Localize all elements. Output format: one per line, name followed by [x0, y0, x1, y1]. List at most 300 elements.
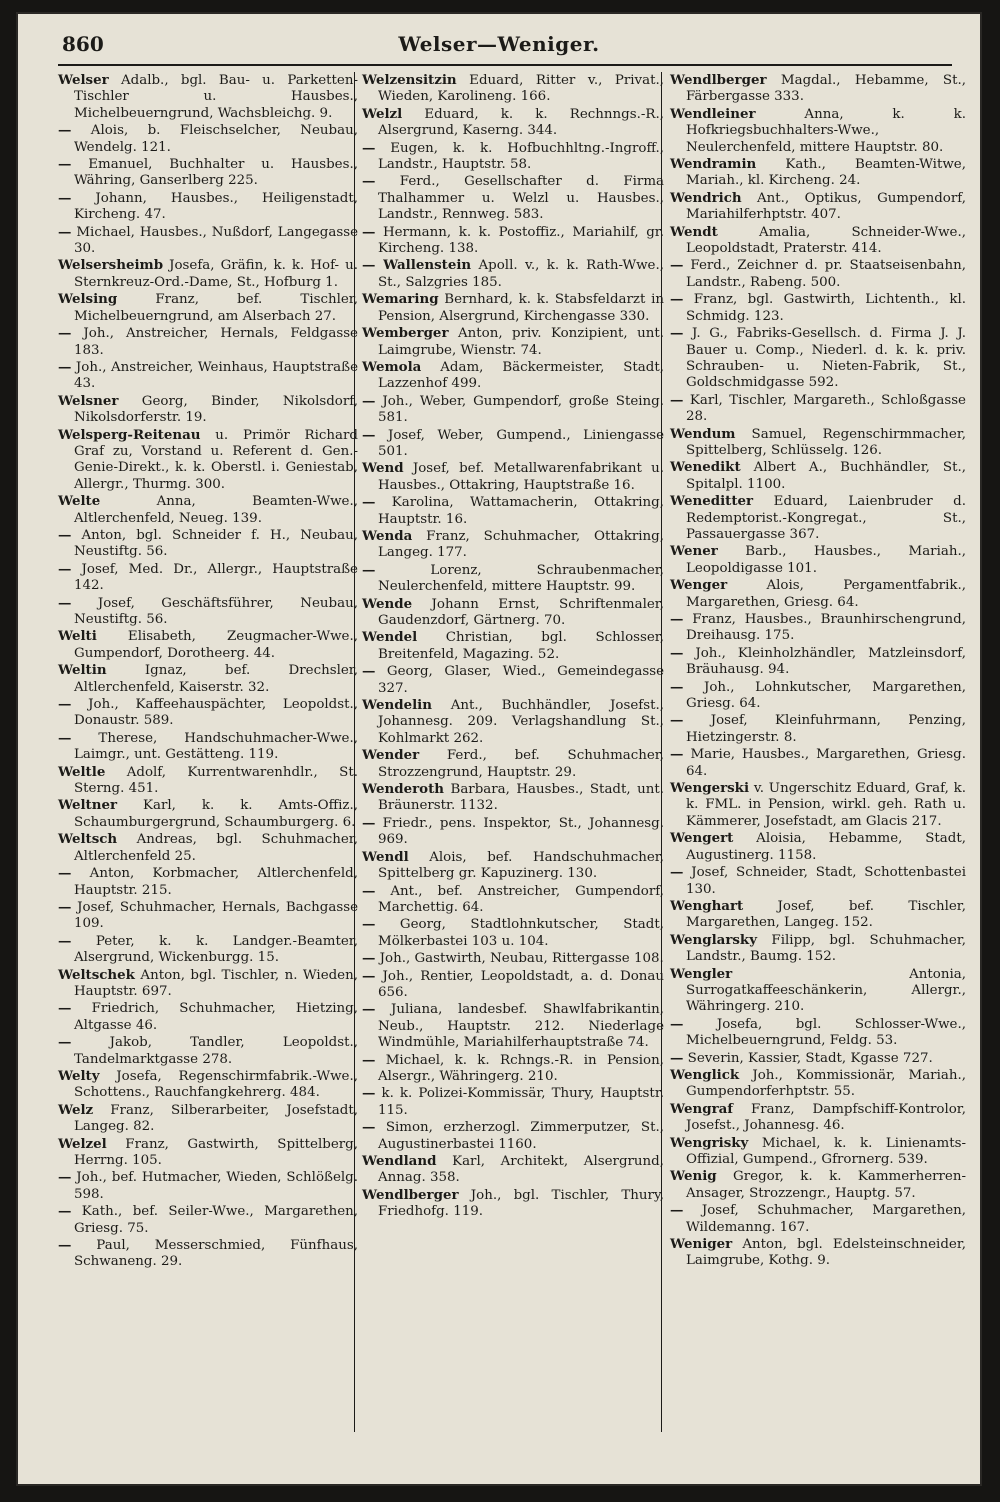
directory-entry [58, 527, 358, 561]
entry-name: — [670, 391, 684, 408]
directory-entry [670, 106, 966, 156]
entry-detail: Ant., Buchhändler, Josefst., Johannesg. 209. Verlagshandlung St., Kohlmarkt 262. [378, 698, 664, 746]
entry-detail: Emanuel, Buchhalter u. Hausbes., Währing, Ganserlberg 225. [71, 157, 358, 189]
entry-name: Wemberger [362, 325, 449, 342]
entry-name: — [58, 1034, 72, 1051]
entry-name: Wengrisky [670, 1134, 749, 1151]
entry-detail: Severin, Kassier, Stadt, Kgasse 727. [683, 1050, 933, 1066]
entry-detail: Josef, Med. Dr., Allergr., Hauptstraße 142. [71, 561, 358, 594]
entry-detail: Karl, k. k. Amts-Offiz., Schaumburgergrund, Schaumburgerg. 6. [74, 798, 358, 830]
entry-detail: Michael, k. k. Rchngs.-R. in Pension, Alsergr., Währingerg. 210. [375, 1052, 664, 1084]
entry-detail: Josef, Schuhmacher, Hernals, Bachgasse 109. [71, 899, 358, 932]
directory-entry [58, 493, 358, 527]
directory-entry [670, 611, 966, 645]
entry-name: — [362, 814, 376, 831]
entry-name: — [362, 950, 376, 967]
entry-name: — [58, 189, 72, 206]
entry-detail: Friedrich, Schuhmacher, Hietzing, Altgasse 46. [71, 1001, 358, 1033]
entry-detail: u. Primör Richard Graf zu, Vorstand u. Referent d. Gen.-Genie-Direkt., k. k. Oberstl. i. Geniestab, Allergr., Thurmg. 300. [74, 427, 358, 492]
directory-entry [362, 427, 664, 461]
entry-name: — [58, 898, 72, 915]
entry-detail: Alois, b. Fleischselcher, Neubau, Wendelg. 121. [71, 123, 358, 155]
directory-entry [362, 1085, 664, 1119]
entry-name: — [670, 257, 684, 274]
entry-name: — [362, 882, 376, 899]
entry-name: — [670, 1015, 684, 1032]
entry-detail: Therese, Handschuhmacher-Wwe., Laimgr., unt. Gestätteng. 119. [71, 730, 358, 763]
directory-entry [362, 883, 664, 917]
directory-entry [58, 865, 358, 899]
entry-detail: Antonia, Surrogatkaffeeschänkerin, Allergr., Währingerg. 210. [686, 966, 966, 1015]
directory-entry [670, 224, 966, 258]
column-2 [362, 72, 664, 1221]
entry-name: Wengraf [670, 1100, 734, 1117]
directory-entry [670, 966, 966, 1016]
entry-name: — [670, 644, 684, 661]
entry-name: Weltner [58, 797, 118, 814]
entry-name: Welsperg-Reitenau [58, 426, 201, 443]
directory-entry [670, 543, 966, 577]
directory-entry [362, 697, 664, 747]
entry-name: Wenghart [670, 897, 744, 914]
directory-entry [58, 1102, 358, 1136]
directory-entry [362, 494, 664, 528]
entry-detail: Josef, bef. Metallwarenfabrikant u. Hausbes., Ottakring, Hauptstraße 16. [378, 461, 664, 493]
directory-entry [58, 662, 358, 696]
entry-name: — [58, 560, 72, 577]
directory-entry [58, 1203, 358, 1237]
running-head: Welser—Weniger. [398, 32, 600, 56]
entry-detail: Joh., Lohnkutscher, Margarethen, Griesg. 64. [683, 679, 966, 712]
entry-name: Welti [58, 628, 97, 645]
entry-name: — [362, 663, 376, 680]
directory-entry [670, 493, 966, 543]
entry-name: — [362, 916, 376, 933]
directory-entry [362, 257, 664, 291]
entry-detail: Josef, bef. Tischler, Margarethen, Langeg. 152. [686, 898, 966, 931]
directory-entry [670, 72, 966, 106]
entry-name: — [362, 173, 376, 190]
directory-entry [58, 156, 358, 190]
entry-detail: J. G., Fabriks-Gesellsch. d. Firma J. J. Bauer u. Comp., Niederl. d. k. k. priv. Schrauben- u. Nieten-Fabrik, St., Goldschmidgasse 592. [683, 326, 966, 391]
directory-entry [362, 393, 664, 427]
entry-detail: Simon, erzherzogl. Zimmerputzer, St., Augustinerbastei 1160. [375, 1120, 664, 1152]
entry-name: Weltle [58, 763, 106, 780]
entry-name: — [58, 865, 72, 882]
entry-name: — [58, 1000, 72, 1017]
directory-entry [670, 459, 966, 493]
entry-name: Wemaring [362, 291, 439, 308]
entry-detail: Franz, Silberarbeiter, Josefstadt, Langeg. 82. [74, 1102, 358, 1135]
directory-entry [670, 1101, 966, 1135]
entry-detail: Bernhard, k. k. Stabsfeldarzt in Pension, Alsergrund, Kirchengasse 330. [378, 292, 664, 324]
directory-entry [362, 528, 664, 562]
entry-detail: Ferd., Zeichner d. pr. Staatseisenbahn, Landstr., Rabeng. 500. [683, 258, 966, 290]
directory-entry [670, 1202, 966, 1236]
directory-entry [362, 1119, 664, 1153]
directory-entry [58, 72, 358, 122]
entry-name: — [58, 526, 72, 543]
entry-detail: Franz, Gastwirth, Spittelberg, Herrng. 105. [74, 1136, 358, 1168]
entry-name: — Wallenstein [362, 257, 472, 274]
directory-entry [670, 679, 966, 713]
entry-name: Wengerski [670, 780, 750, 797]
entry-detail: Anton, bgl. Schneider f. H., Neubau, Neustiftg. 56. [71, 527, 358, 560]
directory-entry [670, 780, 966, 830]
directory-entry [670, 1236, 966, 1270]
directory-entry [58, 595, 358, 629]
entry-name: — [670, 864, 684, 881]
directory-entry [58, 257, 358, 291]
entry-detail: Samuel, Regenschirmmacher, Spittelberg, Schlüsselg. 126. [686, 426, 966, 458]
directory-entry [58, 967, 358, 1001]
directory-entry [362, 359, 664, 393]
entry-name: — [362, 139, 376, 156]
directory-entry [362, 629, 664, 663]
directory-entry [58, 899, 358, 933]
entry-detail: Johann, Hausbes., Heiligenstadt, Kircheng. 47. [71, 190, 358, 223]
entry-detail: Friedr., pens. Inspektor, St., Johannesg. 969. [375, 815, 664, 848]
entry-detail: Georg, Binder, Nikolsdorf, Nikolsdorferstr. 19. [74, 393, 358, 426]
entry-detail: Eugen, k. k. Hofbuchhltng.-Ingroff., Landstr., Hauptstr. 58. [375, 140, 664, 173]
directory-entry [670, 712, 966, 746]
entry-detail: Barb., Hausbes., Mariah., Leopoldigasse 101. [686, 544, 966, 576]
entry-detail: Andreas, bgl. Schuhmacher, Altlerchenfeld 25. [74, 832, 358, 864]
page-number: 860 [62, 32, 104, 56]
entry-detail: Anna, k. k. Hofkriegsbuchhalters-Wwe., Neulerchenfeld, mittere Hauptstr. 80. [686, 106, 966, 155]
entry-name: Welser [58, 72, 109, 88]
entry-name: — [58, 325, 72, 342]
entry-name: — [58, 932, 72, 949]
entry-name: — [58, 594, 72, 611]
entry-name: — [670, 325, 684, 342]
entry-detail: Georg, Stadtlohnkutscher, Stadt, Mölkerbastei 103 u. 104. [375, 917, 664, 949]
directory-entry [670, 577, 966, 611]
entry-detail: Adalb., bgl. Bau- u. Parketten-Tischler u. Hausbes., Michelbeuerngrund, Wachsbleichg. 9. [74, 73, 358, 121]
directory-entry [58, 291, 358, 325]
entry-detail: Hermann, k. k. Postoffiz., Mariahilf, gr. Kircheng. 138. [375, 224, 664, 257]
entry-detail: Josefa, Gräfin, k. k. Hof- u. Sternkreuz-Ord.-Dame, St., Hofburg 1. [74, 258, 358, 290]
entry-name: Wenda [362, 527, 413, 544]
directory-entry [670, 325, 966, 392]
entry-name: Wendrich [670, 189, 742, 206]
directory-entry [362, 1153, 664, 1187]
entry-name: — [670, 678, 684, 695]
entry-name: Welzl [362, 105, 403, 122]
entry-name: Wendelin [362, 697, 432, 714]
entry-name: — [58, 223, 72, 240]
directory-entry [670, 291, 966, 325]
entry-name: — [58, 696, 72, 713]
entry-name: — [362, 392, 376, 409]
entry-name: Welzensitzin [362, 72, 457, 88]
entry-name: Welz [58, 1101, 94, 1118]
entry-detail: Alois, bef. Handschuhmacher, Spittelberg gr. Kapuzinerg. 130. [378, 849, 664, 882]
entry-name: — [362, 1051, 376, 1068]
entry-detail: Joh., Gastwirth, Neubau, Rittergasse 108. [375, 951, 664, 967]
directory-entry [362, 596, 664, 630]
entry-name: Wener [670, 543, 718, 560]
entry-detail: Peter, k. k. Landger.-Beamter, Alsergrund, Wickenburgg. 15. [71, 933, 358, 966]
entry-name: Weltin [58, 662, 107, 679]
directory-entry [58, 393, 358, 427]
entry-detail: Anton, Korbmacher, Altlerchenfeld, Hauptstr. 215. [71, 866, 358, 898]
entry-detail: Gregor, k. k. Kammerherren-Ansager, Strozzengr., Hauptg. 57. [686, 1169, 966, 1201]
entry-name: — [58, 1203, 72, 1220]
directory-entry [362, 460, 664, 494]
entry-name: Wendlberger [670, 72, 767, 88]
entry-name: Weniger [670, 1236, 733, 1253]
entry-name: Wendl [362, 848, 409, 865]
entry-name: Welsing [58, 291, 118, 308]
entry-detail: Ignaz, bef. Drechsler, Altlerchenfeld, Kaiserstr. 32. [74, 663, 358, 695]
entry-name: Wenger [670, 577, 728, 594]
entry-name: Weltsch [58, 831, 118, 848]
directory-entry [58, 325, 358, 359]
entry-name: — [58, 358, 72, 375]
directory-entry [58, 831, 358, 865]
entry-detail: Alois, Pergamentfabrik., Margarethen, Griesg. 64. [686, 578, 966, 610]
entry-detail: Josef, Schneider, Stadt, Schottenbastei 130. [683, 865, 966, 897]
entry-detail: Ferd., bef. Schuhmacher, Strozzengrund, Hauptstr. 29. [378, 748, 664, 780]
directory-entry [362, 815, 664, 849]
entry-detail: Karolina, Wattamacherin, Ottakring, Hauptstr. 16. [375, 495, 664, 527]
entry-detail: Albert A., Buchhändler, St., Spitalpl. 1100. [686, 460, 966, 492]
entry-detail: Josefa, Regenschirmfabrik.-Wwe., Schottens., Rauchfangkehrerg. 484. [74, 1068, 358, 1101]
directory-entry [362, 224, 664, 258]
directory-entry [670, 1016, 966, 1050]
directory-entry [58, 1136, 358, 1170]
entry-detail: Franz, Schuhmacher, Ottakring, Langeg. 177. [378, 528, 664, 561]
entry-detail: Apoll. v., k. k. Rath-Wwe., St., Salzgries 185. [378, 258, 664, 290]
entry-detail: Franz, bgl. Gastwirth, Lichtenth., kl. Schmidg. 123. [683, 292, 966, 324]
entry-detail: v. Ungerschitz Eduard, Graf, k. k. FML. in Pension, wirkl. geh. Rath u. Kämmerer, Josefstadt, am Glacis 217. [686, 781, 966, 829]
directory-entry [58, 190, 358, 224]
entry-detail: Franz, Dampfschiff-Kontrolor, Josefst., Johannesg. 46. [686, 1101, 966, 1134]
entry-name: Welsersheimb [58, 257, 164, 274]
entry-name: Wendlberger [362, 1186, 459, 1203]
entry-name: Wendramin [670, 156, 757, 173]
entry-name: Wenderoth [362, 781, 444, 798]
directory-entry [670, 156, 966, 190]
entry-detail: Anton, bgl. Tischler, n. Wieden, Hauptstr. 697. [74, 967, 358, 999]
directory-page [18, 14, 980, 1484]
entry-detail: Michael, Hausbes., Nußdorf, Langegasse 30. [71, 224, 358, 257]
entry-detail: Magdal., Hebamme, St., Färbergasse 333. [686, 73, 966, 105]
entry-detail: Josef, Kleinfuhrmann, Penzing, Hietzingerstr. 8. [683, 713, 966, 745]
entry-name: Weltschek [58, 966, 135, 983]
entry-detail: Karl, Tischler, Margareth., Schloßgasse 28. [683, 392, 966, 425]
directory-entry [58, 730, 358, 764]
entry-detail: Ferd., Gesellschafter d. Firma Thalhammer u. Welzl u. Hausbes., Landstr., Rennweg. 583. [375, 174, 664, 223]
entry-name: Wendel [362, 629, 418, 646]
entry-name: — [362, 1001, 376, 1018]
directory-entry [362, 1001, 664, 1051]
entry-name: — [670, 291, 684, 308]
entry-detail: Eduard, k. k. Rechnngs.-R., Alsergrund, Kaserng. 344. [378, 106, 664, 139]
entry-detail: Ant., bef. Anstreicher, Gumpendorf, Marchettig. 64. [375, 883, 664, 915]
directory-entry [58, 1237, 358, 1271]
directory-entry [670, 1067, 966, 1101]
entry-name: Wenedikt [670, 459, 741, 476]
entry-detail: Christian, bgl. Schlosser, Breitenfeld, Magazing. 52. [378, 630, 664, 662]
entry-name: Wendt [670, 223, 718, 240]
entry-name: — [670, 611, 684, 627]
directory-entry [362, 849, 664, 883]
directory-entry [670, 257, 966, 291]
entry-detail: k. k. Polizei-Kommissär, Thury, Hauptstr. 115. [375, 1086, 664, 1118]
directory-entry [670, 830, 966, 864]
directory-entry [362, 1187, 664, 1221]
directory-entry [362, 106, 664, 140]
directory-entry [670, 932, 966, 966]
directory-entry [58, 1068, 358, 1102]
entry-detail: Franz, bef. Tischler, Michelbeuerngrund, am Alserbach 27. [74, 292, 358, 324]
entry-name: Wenglick [670, 1066, 740, 1083]
directory-entry [362, 747, 664, 781]
entry-detail: Joh., Kommissionär, Mariah., Gumpendorferhptstr. 55. [686, 1067, 966, 1100]
entry-detail: Kath., bef. Seiler-Wwe., Margarethen, Griesg. 75. [71, 1204, 358, 1236]
entry-name: Welzel [58, 1135, 107, 1152]
directory-entry [58, 1169, 358, 1203]
directory-entry [362, 325, 664, 359]
entry-detail: Johann Ernst, Schriftenmaler, Gaudenzdorf, Gärtnerg. 70. [378, 596, 664, 628]
directory-entry [362, 968, 664, 1002]
entry-name: Welsner [58, 392, 119, 409]
directory-entry [58, 122, 358, 156]
directory-entry [58, 628, 358, 662]
entry-name: — [670, 746, 684, 763]
directory-entry [670, 392, 966, 426]
directory-entry [362, 173, 664, 223]
directory-entry [58, 359, 358, 393]
entry-name: Wemola [362, 358, 422, 375]
entry-name: — [58, 1237, 72, 1254]
directory-entry [362, 950, 664, 967]
entry-name: — [362, 426, 376, 443]
entry-name: — [58, 729, 72, 746]
entry-name: — [670, 1049, 684, 1066]
entry-detail: Josef, Weber, Gumpend., Liniengasse 501. [375, 427, 664, 459]
entry-detail: Joh., Weber, Gumpendorf, große Steing. 581. [375, 393, 664, 426]
entry-detail: Karl, Architekt, Alsergrund, Annag. 358. [378, 1154, 664, 1186]
entry-detail: Eduard, Laienbruder d. Redemptorist.-Kongregat., St., Passauergasse 367. [686, 494, 966, 542]
entry-name: Wenglarsky [670, 931, 757, 948]
entry-detail: Joh., Anstreicher, Weinhaus, Hauptstraße 43. [71, 359, 358, 392]
column-3 [670, 72, 966, 1270]
entry-name: Wende [362, 595, 413, 612]
directory-entry [362, 140, 664, 174]
entry-detail: Marie, Hausbes., Margarethen, Griesg. 64. [683, 747, 966, 779]
entry-name: Wendleiner [670, 105, 756, 122]
entry-detail: Eduard, Ritter v., Privat., Wieden, Karolineng. 166. [378, 73, 664, 105]
entry-name: — [670, 1202, 684, 1219]
entry-name: — [58, 1169, 72, 1186]
directory-entry [362, 72, 664, 106]
entry-name: Wendum [670, 425, 736, 442]
entry-detail: Anton, bgl. Edelsteinschneider, Laimgrube, Kothg. 9. [686, 1237, 966, 1269]
directory-entry [362, 916, 664, 950]
entry-detail: Joh., Kleinholzhändler, Matzleinsdorf, Bräuhausg. 94. [683, 645, 966, 678]
entry-detail: Anton, priv. Konzipient, unt. Laimgrube, Wienstr. 74. [378, 326, 664, 358]
entry-detail: Filipp, bgl. Schuhmacher, Landstr., Baumg. 152. [686, 932, 966, 965]
page-header [18, 32, 980, 62]
entry-detail: Joh., Kaffeehauspächter, Leopoldst., Donaustr. 589. [71, 697, 358, 729]
entry-detail: Lorenz, Schraubenmacher, Neulerchenfeld, mittere Hauptstr. 99. [375, 562, 664, 595]
directory-entry [670, 1050, 966, 1067]
entry-name: Wendland [362, 1153, 437, 1169]
directory-entry [58, 696, 358, 730]
directory-entry [670, 1135, 966, 1169]
directory-entry [670, 190, 966, 224]
directory-entry [670, 1168, 966, 1202]
entry-detail: Joh., bef. Hutmacher, Wieden, Schlößelg. 598. [71, 1170, 358, 1202]
directory-entry [58, 224, 358, 258]
entry-detail: Josefa, bgl. Schlosser-Wwe., Michelbeuerngrund, Feldg. 53. [683, 1016, 966, 1049]
entry-name: Wend [362, 460, 404, 477]
directory-entry [362, 663, 664, 697]
directory-entry [58, 561, 358, 595]
entry-name: — [362, 1085, 376, 1102]
entry-name: Welty [58, 1067, 100, 1084]
entry-detail: Georg, Glaser, Wied., Gemeindegasse 327. [375, 664, 664, 696]
directory-entry [362, 1052, 664, 1086]
entry-detail: Paul, Messerschmied, Fünfhaus, Schwaneng. 29. [71, 1238, 358, 1270]
entry-detail: Michael, k. k. Linienamts-Offizial, Gumpend., Gfrornerg. 539. [686, 1135, 966, 1167]
entry-name: — [362, 561, 376, 578]
entry-detail: Juliana, landesbef. Shawlfabrikantin, Neub., Hauptstr. 212. Niederlage Windmühle, Mariahilferhauptstraße 74. [375, 1002, 664, 1051]
entry-name: — [670, 712, 684, 729]
entry-detail: Adam, Bäckermeister, Stadt, Lazzenhof 499. [378, 359, 664, 392]
entry-name: Welte [58, 493, 101, 510]
directory-entry [670, 864, 966, 898]
directory-entry [58, 1034, 358, 1068]
directory-entry [58, 764, 358, 798]
directory-entry [670, 645, 966, 679]
entry-name: Wenig [670, 1168, 717, 1185]
entry-detail: Josef, Geschäftsführer, Neubau, Neustiftg. 56. [71, 595, 358, 627]
entry-detail: Anna, Beamten-Wwe., Altlerchenfeld, Neueg. 139. [74, 494, 358, 526]
entry-detail: Adolf, Kurrentwarenhdlr., St. Sterng. 451. [74, 764, 358, 797]
entry-name: — [362, 494, 376, 511]
header-rule [58, 64, 952, 66]
entry-name: Wengler [670, 965, 733, 982]
entry-name: Wengert [670, 830, 734, 847]
directory-entry [362, 562, 664, 596]
directory-entry [670, 898, 966, 932]
directory-entry [58, 1000, 358, 1034]
directory-entry [670, 426, 966, 460]
entry-detail: Amalia, Schneider-Wwe., Leopoldstadt, Praterstr. 414. [686, 224, 966, 257]
entry-detail: Josef, Schuhmacher, Margarethen, Wildemanng. 167. [683, 1203, 966, 1235]
entry-detail: Aloisia, Hebamme, Stadt, Augustinerg. 1158. [686, 831, 966, 863]
entry-detail: Joh., bgl. Tischler, Thury, Friedhofg. 119. [378, 1187, 664, 1220]
directory-entry [362, 291, 664, 325]
entry-detail: Franz, Hausbes., Braunhirschengrund, Dreihausg. 175. [683, 612, 966, 644]
entry-name: Wender [362, 747, 420, 764]
entry-detail: Ant., Optikus, Gumpendorf, Mariahilferhptstr. 407. [686, 190, 966, 223]
entry-name: — [58, 122, 72, 139]
column-1 [58, 72, 358, 1271]
entry-name: — [362, 223, 376, 240]
entry-detail: Kath., Beamten-Witwe, Mariah., kl. Kircheng. 24. [686, 157, 966, 189]
entry-detail: Elisabeth, Zeugmacher-Wwe., Gumpendorf, Dorotheerg. 44. [74, 629, 358, 661]
directory-entry [58, 797, 358, 831]
entry-detail: Jakob, Tandler, Leopoldst., Tandelmarktgasse 278. [71, 1035, 358, 1067]
directory-entry [670, 746, 966, 780]
entry-detail: Barbara, Hausbes., Stadt, unt. Bräunerstr. 1132. [378, 782, 664, 814]
entry-name: Weneditter [670, 493, 754, 510]
